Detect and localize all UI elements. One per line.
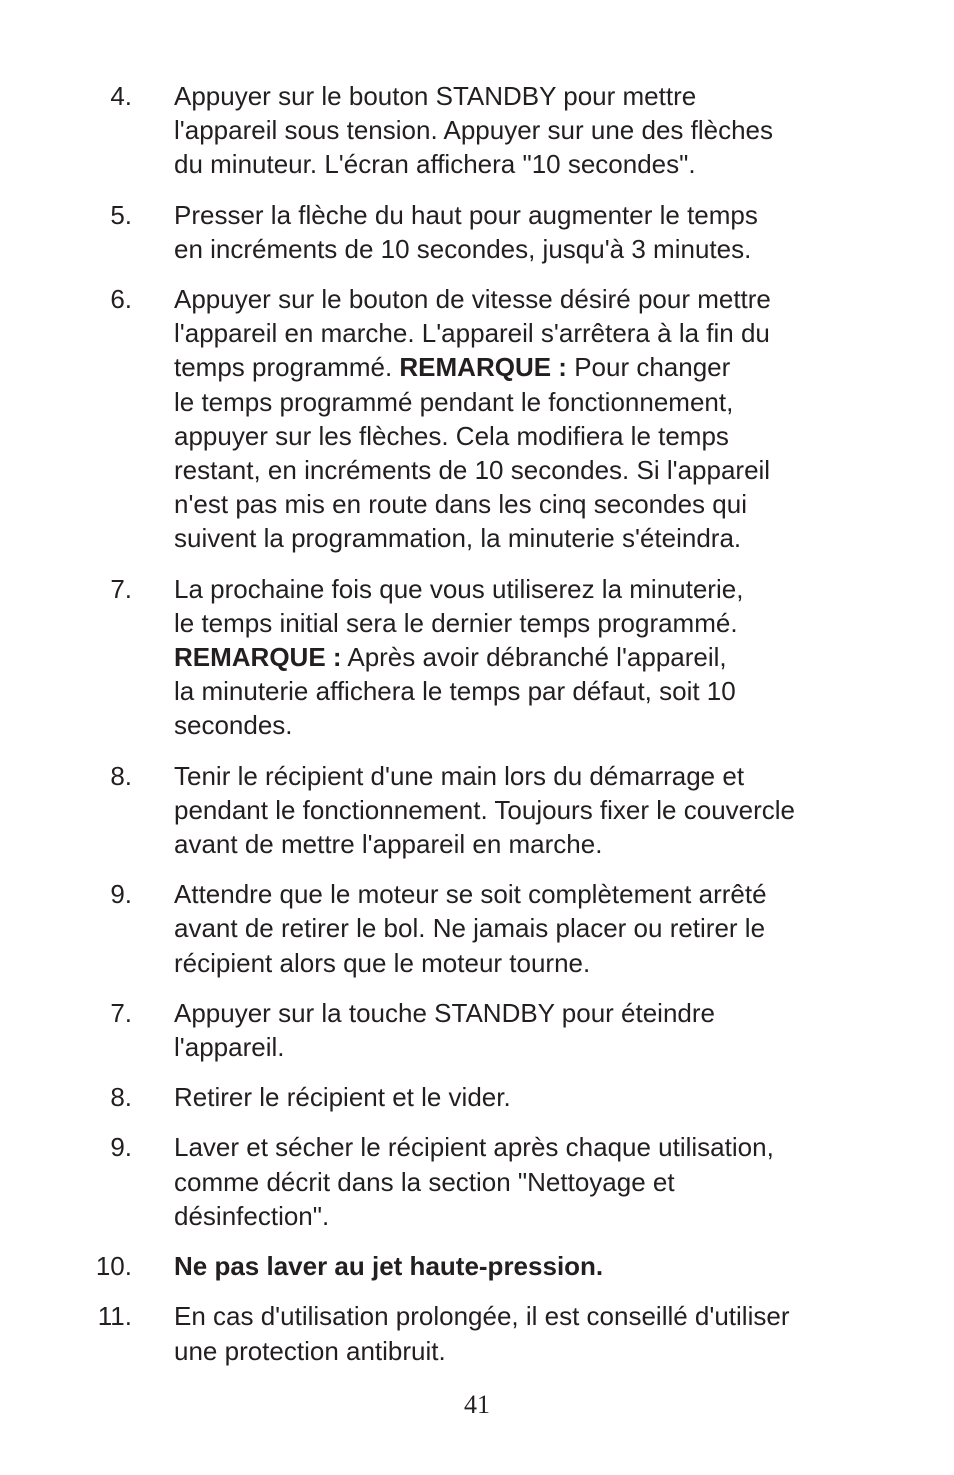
item-text xyxy=(174,1299,874,1367)
item-text xyxy=(174,877,874,980)
item-text xyxy=(174,198,874,266)
list-item xyxy=(0,1299,954,1367)
list-item xyxy=(0,1080,954,1114)
text-line: La prochaine fois que vous utiliserez la minuterie, xyxy=(174,573,744,604)
text-line: Presser la flèche du haut pour augmenter le temps xyxy=(174,199,758,230)
text-line: l'appareil en marche. L'appareil s'arrêtera à la fin du xyxy=(174,318,770,349)
item-text xyxy=(174,1249,874,1283)
item-number: 9. xyxy=(110,1132,132,1163)
item-number: 4. xyxy=(110,81,132,111)
text-line: récipient alors que le moteur tourne. xyxy=(174,947,591,978)
item-number: 8. xyxy=(110,760,132,791)
text-line: restant, en incréments de 10 secondes. Si l'appareil xyxy=(174,455,771,486)
item-text xyxy=(174,1080,874,1114)
text-line: comme décrit dans la section "Nettoyage et xyxy=(174,1166,675,1197)
text-line: Appuyer sur le bouton STANDBY pour mettre xyxy=(174,81,697,111)
text-line: pendant le fonctionnement. Toujours fixer le couvercle xyxy=(174,794,796,825)
list-item xyxy=(0,759,954,862)
text-line-with-note xyxy=(174,350,874,384)
note-label: REMARQUE : xyxy=(174,642,342,673)
text-line: une protection antibruit. xyxy=(174,1335,446,1366)
text-line-with-note xyxy=(174,640,874,674)
item-number: 5. xyxy=(110,199,132,230)
item-number: 6. xyxy=(110,284,132,315)
text-line: du minuteur. L'écran affichera "10 secondes". xyxy=(174,149,696,180)
item-text xyxy=(174,282,874,556)
list-item xyxy=(0,877,954,980)
note-label: REMARQUE : xyxy=(399,352,567,383)
text-segment: Pour changer xyxy=(566,352,731,383)
item-text xyxy=(174,1130,874,1233)
text-line: avant de mettre l'appareil en marche. xyxy=(174,829,603,860)
text-line: le temps initial sera le dernier temps programmé. xyxy=(174,607,738,638)
item-text xyxy=(174,572,874,743)
list-item xyxy=(0,1249,954,1283)
text-line: le temps programmé pendant le fonctionnement, xyxy=(174,386,734,417)
warning-text: Ne pas laver au jet haute-pression. xyxy=(174,1251,604,1282)
list-item xyxy=(0,572,954,743)
item-number: 8. xyxy=(110,1082,132,1113)
list-item xyxy=(0,996,954,1064)
text-line: avant de retirer le bol. Ne jamais placer ou retirer le xyxy=(174,913,766,944)
text-line: n'est pas mis en route dans les cinq secondes qui xyxy=(174,489,747,520)
text-line: Appuyer sur le bouton de vitesse désiré pour mettre xyxy=(174,284,771,315)
item-text xyxy=(174,996,874,1064)
text-line: Tenir le récipient d'une main lors du démarrage et xyxy=(174,760,745,791)
instruction-list xyxy=(0,79,954,1384)
text-line: désinfection". xyxy=(174,1200,330,1231)
text-line: l'appareil sous tension. Appuyer sur une des flèches xyxy=(174,115,774,146)
item-number: 7. xyxy=(110,573,132,604)
item-number: 9. xyxy=(110,879,132,910)
text-line: secondes. xyxy=(174,710,293,741)
text-line: Attendre que le moteur se soit complètement arrêté xyxy=(174,879,767,910)
text-line: En cas d'utilisation prolongée, il est conseillé d'utiliser xyxy=(174,1301,790,1332)
item-text xyxy=(174,79,874,182)
text-line: Appuyer sur la touche STANDBY pour éteindre xyxy=(174,997,715,1028)
item-text xyxy=(174,759,874,862)
text-line: en incréments de 10 secondes, jusqu'à 3 minutes. xyxy=(174,233,752,264)
text-line: l'appareil. xyxy=(174,1032,285,1063)
text-segment: Après avoir débranché l'appareil, xyxy=(341,642,727,673)
text-segment: temps programmé. xyxy=(174,352,400,383)
list-item xyxy=(0,79,954,182)
item-number: 11. xyxy=(97,1301,132,1332)
text-line: Retirer le récipient et le vider. xyxy=(174,1082,511,1113)
text-line: Laver et sécher le récipient après chaque utilisation, xyxy=(174,1132,774,1163)
list-item xyxy=(0,1130,954,1233)
page-number: 41 xyxy=(464,1390,490,1419)
item-number: 7. xyxy=(110,997,132,1028)
item-number: 10. xyxy=(95,1251,132,1282)
list-item xyxy=(0,282,954,556)
text-line: la minuterie affichera le temps par défaut, soit 10 xyxy=(174,676,736,707)
text-line: suivent la programmation, la minuterie s'éteindra. xyxy=(174,523,742,554)
text-line: appuyer sur les flèches. Cela modifiera le temps xyxy=(174,420,729,451)
list-item xyxy=(0,198,954,266)
